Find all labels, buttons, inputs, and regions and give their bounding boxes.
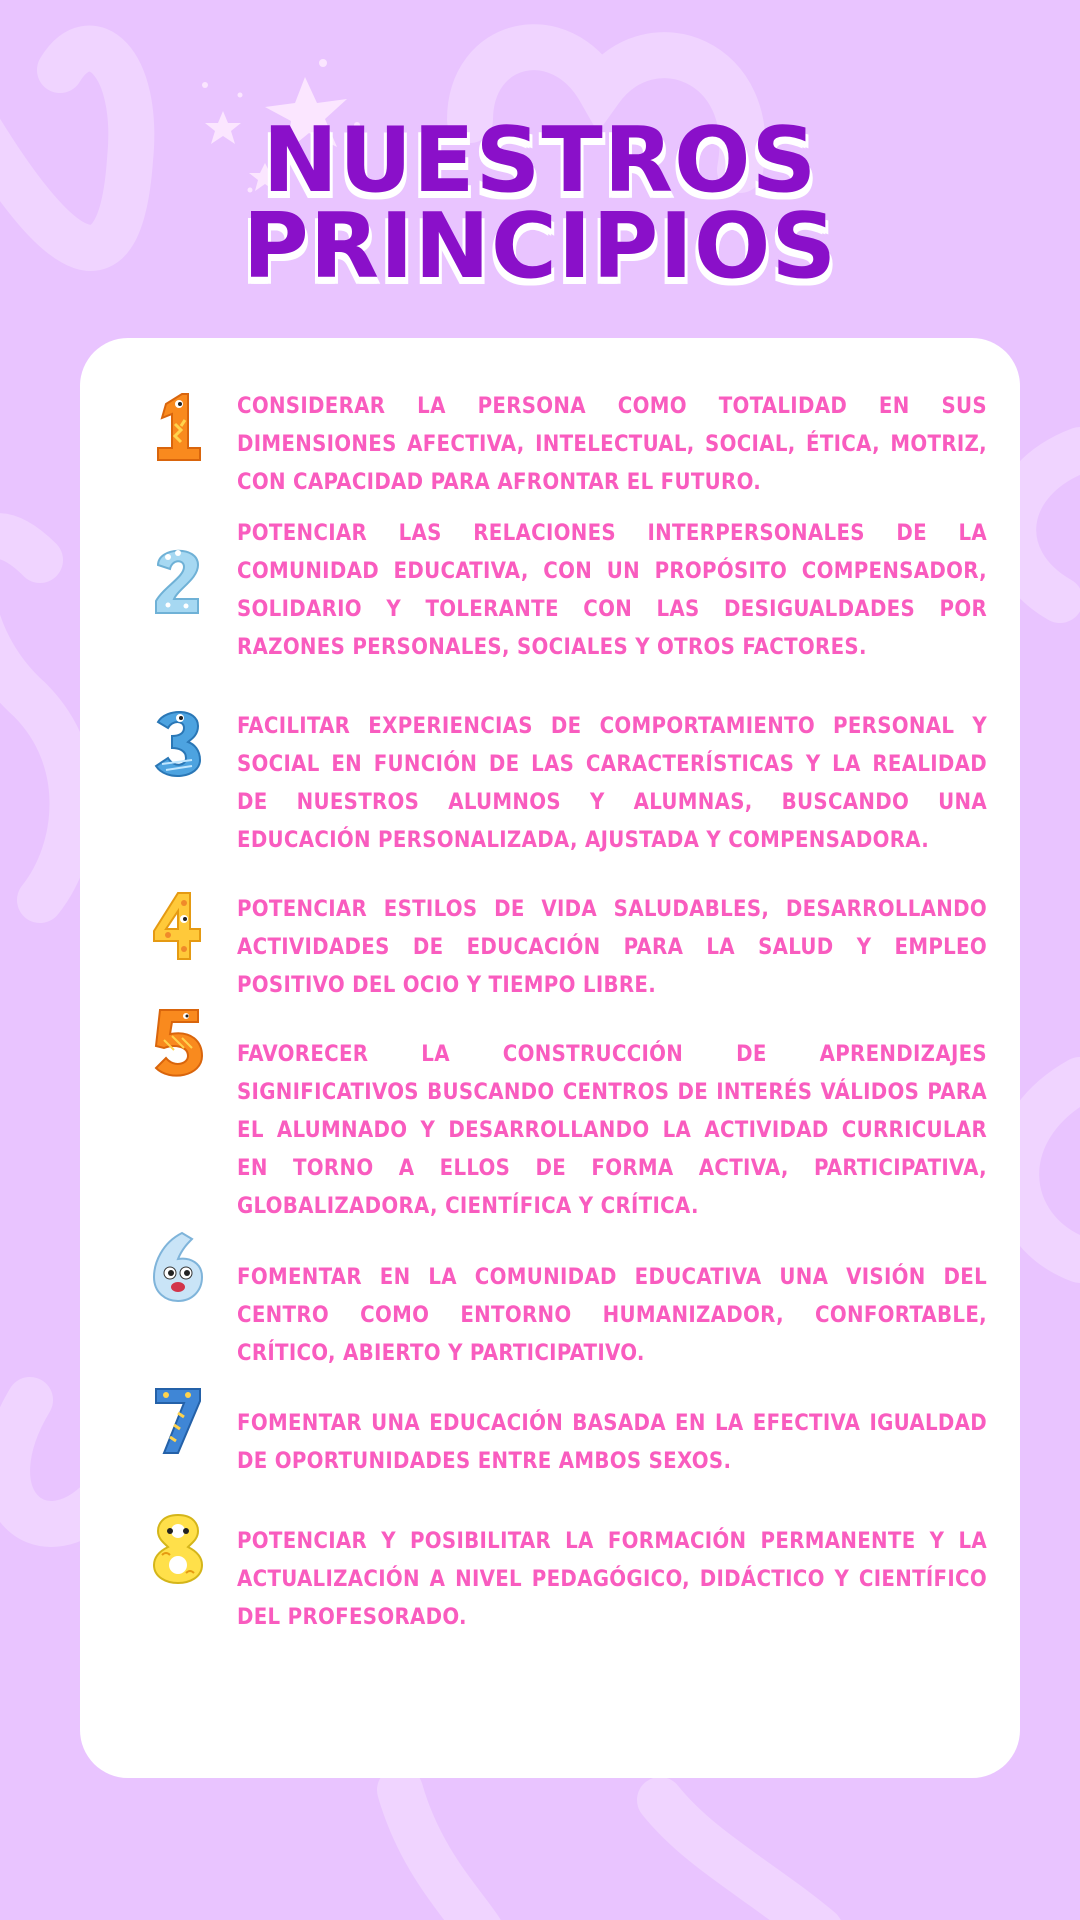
number-six-icon [148, 1229, 208, 1303]
title-line-2: PRINCIPIOS [242, 194, 838, 299]
principle-text: FAVORECER LA CONSTRUCCIÓN DE APRENDIZAJES SIGNIFICATIVOS BUSCANDO CENTROS DE INTERÉS VÁLIDOS PARA EL ALUMNADO Y DESARROLLANDO LA ACTIVIDAD CURRICULAR EN TORNO A ELLOS DE FORMA ACTIVA, PARTICIPATIVA, GLOBALIZADORA, CIENTÍFICA Y CRÍTICA. [237, 1042, 987, 1219]
principle-text: FACILITAR EXPERIENCIAS DE COMPORTAMIENTO PERSONAL Y SOCIAL EN FUNCIÓN DE LAS CARACTERÍSTICAS Y LA REALIDAD DE NUESTROS ALUMNOS Y ALUMNAS, BUSCANDO UNA EDUCACIÓN PERSONALIZADA, AJUSTADA Y COMPENSADORA. [237, 714, 987, 853]
number-one-icon [148, 390, 208, 464]
page-title [0, 108, 1080, 299]
principle-text: FOMENTAR EN LA COMUNIDAD EDUCATIVA UNA VISIÓN DEL CENTRO COMO ENTORNO HUMANIZADOR, CONFORTABLE, CRÍTICO, ABIERTO Y PARTICIPATIVO. [237, 1265, 987, 1366]
number-seven-icon [148, 1383, 208, 1457]
title-line-1: NUESTROS [262, 108, 818, 213]
principle-text: POTENCIAR ESTILOS DE VIDA SALUDABLES, DESARROLLANDO ACTIVIDADES DE EDUCACIÓN PARA LA SALUD Y EMPLEO POSITIVO DEL OCIO Y TIEMPO LIBRE. [237, 897, 987, 998]
principle-text: POTENCIAR LAS RELACIONES INTERPERSONALES DE LA COMUNIDAD EDUCATIVA, CON UN PROPÓSITO COMPENSADOR, SOLIDARIO Y TOLERANTE CON LAS DESIGUALDADES POR RAZONES PERSONALES, SOCIALES Y OTROS FACTORES. [237, 521, 987, 660]
principle-text: FOMENTAR UNA EDUCACIÓN BASADA EN LA EFECTIVA IGUALDAD DE OPORTUNIDADES ENTRE AMBOS SEXOS. [237, 1411, 987, 1474]
number-four-icon [148, 889, 208, 963]
principles-card [80, 338, 1020, 1778]
number-three-icon [148, 706, 208, 780]
number-two-icon [148, 543, 208, 617]
principle-text: POTENCIAR Y POSIBILITAR LA FORMACIÓN PERMANENTE Y LA ACTUALIZACIÓN A NIVEL PEDAGÓGICO, DIDÁCTICO Y CIENTÍFICO DEL PROFESORADO. [237, 1529, 987, 1630]
number-eight-icon [148, 1511, 208, 1585]
principle-text: CONSIDERAR LA PERSONA COMO TOTALIDAD EN SUS DIMENSIONES AFECTIVA, INTELECTUAL, SOCIAL, ÉTICA, MOTRIZ, CON CAPACIDAD PARA AFRONTAR EL FUTURO. [237, 394, 987, 495]
number-five-icon [148, 1006, 208, 1080]
